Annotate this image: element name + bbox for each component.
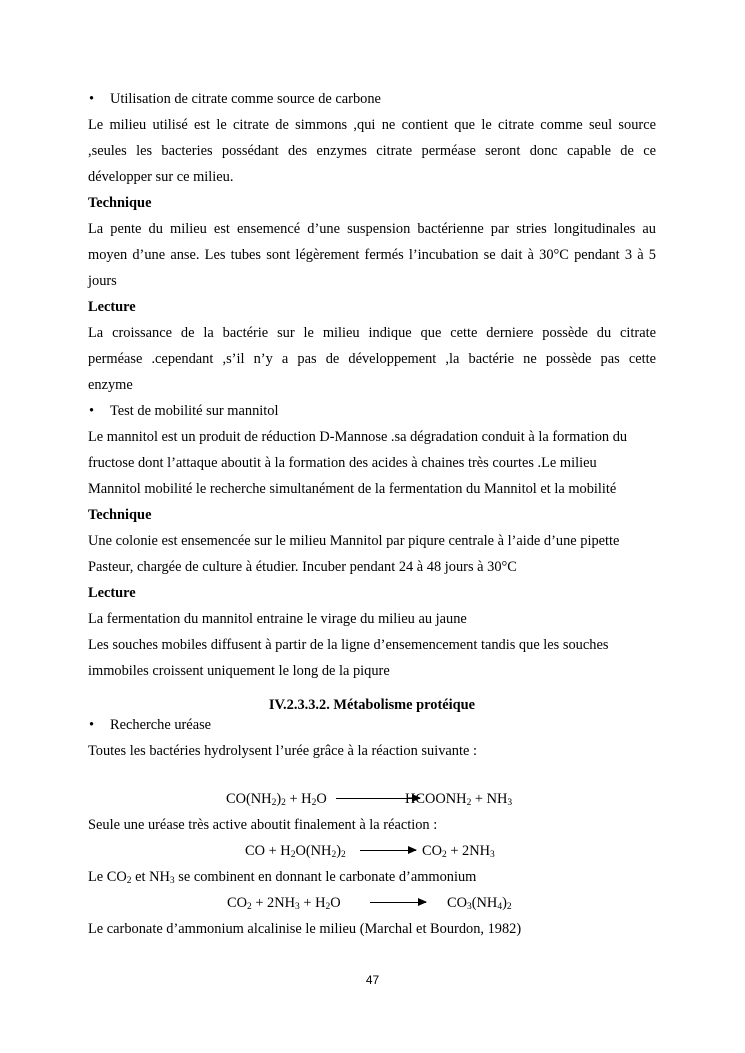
equation-2-left: CO + $H_2O(NH_2)_2$ <box>245 843 346 860</box>
equation-3-left: $CO_2 + 2NH_3 + H_2O$ <box>227 895 341 912</box>
paragraph-line: enzyme <box>88 377 133 393</box>
paragraph-line: La fermentation du mannitol entraine le virage du milieu au jaune <box>88 611 467 627</box>
paragraph-line: Le carbonate d’ammonium alcalinise le milieu (Marchal et Bourdon, 1982) <box>88 921 522 937</box>
equation-3-right: $CO_3(NH_4)_2$ <box>447 895 512 912</box>
paragraph-line: Seule une uréase très active aboutit finalement à la réaction : <box>88 817 438 833</box>
paragraph-line: Les souches mobiles diffusent à partir de la ligne d’ensemencement tandis que les souches <box>88 637 609 653</box>
heading-lecture: Lecture <box>88 585 136 601</box>
equation-2-right: $CO_2 + 2NH_3$ <box>422 843 495 860</box>
bullet-mannitol: • Test de mobilité sur mannitol <box>88 398 656 424</box>
paragraph-line: La pente du milieu est ensemencé d’une suspension bactérienne par stries longitudinales au <box>88 221 656 237</box>
heading-lecture: Lecture <box>88 299 136 315</box>
reaction-arrow <box>360 850 416 851</box>
paragraph-line: Le $CO_2$ et $NH_3$ se combinent en donnant le carbonate d’ammonium <box>88 869 477 886</box>
equation-1-left: $CO(NH_2)_2 + H_2O$ <box>226 791 327 808</box>
paragraph-line: fructose dont l’attaque aboutit à la formation des acides à chaines très courtes .Le milieu <box>88 455 597 471</box>
document-page <box>88 86 656 942</box>
paragraph-line: moyen d’une anse. Les tubes sont légèrement fermés l’incubation se dait à 30°C pendant 3 à 5 <box>88 247 656 263</box>
section-heading: IV.2.3.3.2. Métabolisme protéique <box>268 697 476 713</box>
paragraph-line: Le milieu utilisé est le citrate de simmons ,qui ne contient que le citrate comme seul source <box>88 117 656 133</box>
equation-3 <box>88 890 656 916</box>
paragraph-line: Le mannitol est un produit de réduction D-Mannose .sa dégradation conduit à la formation du <box>88 429 628 445</box>
equation-1 <box>88 786 656 812</box>
paragraph-line: Une colonie est ensemencée sur le milieu Mannitol par piqure centrale à l’aide d’une pipette <box>88 533 620 549</box>
paragraph-line: développer sur ce milieu. <box>88 169 234 185</box>
paragraph-line: Pasteur, chargée de culture à étudier. Incuber pendant 24 à 48 jours à 30°C <box>88 559 517 575</box>
reaction-arrow <box>370 902 426 903</box>
equation-1-right: $HCOONH_2 + NH_3$ <box>405 791 513 808</box>
equation-2 <box>88 838 656 864</box>
paragraph-line: immobiles croissent uniquement le long de la piqure <box>88 663 390 679</box>
paragraph-line: Toutes les bactéries hydrolysent l’urée grâce à la réaction suivante : <box>88 743 477 759</box>
heading-technique: Technique <box>88 195 152 211</box>
paragraph-line: Mannitol mobilité le recherche simultanément de la fermentation du Mannitol et la mobilité <box>88 481 617 497</box>
heading-technique: Technique <box>88 507 152 523</box>
paragraph-line: ,seules les bacteries possédant des enzymes citrate perméase seront donc capable de ce <box>88 143 656 159</box>
paragraph-line: perméase .cependant ,s’il n’y a pas de développement ,la bactérie ne possède pas cette <box>88 351 656 367</box>
bullet-urease: • Recherche uréase <box>88 712 656 738</box>
bullet-citrate: • Utilisation de citrate comme source de carbone <box>88 86 656 112</box>
paragraph-line: jours <box>88 273 117 289</box>
paragraph-line: La croissance de la bactérie sur le milieu indique que cette derniere possède du citrate <box>88 325 656 341</box>
page-number: 47 <box>365 973 380 987</box>
